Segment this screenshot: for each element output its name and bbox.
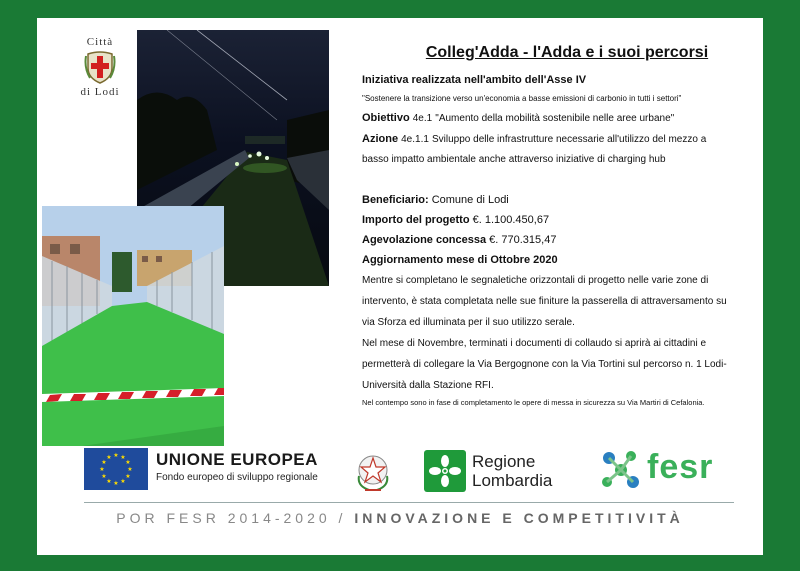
grant-value: €. 770.315,47 xyxy=(489,234,557,246)
fesr-logo xyxy=(597,448,714,497)
svg-text:★: ★ xyxy=(113,452,119,459)
lombardia-rose-icon xyxy=(424,450,466,492)
paragraph-1-line: intervento, è stata completata nelle sue finiture la passerella di attraversamento su xyxy=(362,296,727,307)
paragraph-2-line: Nel mese di Novembre, terminati i documenti di collaudo si aprirà ai cittadini e xyxy=(362,338,707,349)
objective-line xyxy=(362,108,757,129)
svg-text:★: ★ xyxy=(101,459,107,466)
fesr-wordmark: fesr xyxy=(647,448,714,486)
note-text: Nel contempo sono in fase di completamento le opere di messa in sicurezza su Via Martiri di Cefalonia. xyxy=(362,398,705,407)
svg-text:★: ★ xyxy=(120,454,126,461)
footer-theme: INNOVAZIONE E COMPETITIVITÀ xyxy=(354,510,684,526)
objective-code: 4e.1 xyxy=(412,113,433,124)
beneficiary-value: Comune di Lodi xyxy=(431,194,509,206)
svg-text:★: ★ xyxy=(125,473,131,480)
italian-republic-emblem-icon xyxy=(353,450,393,499)
eu-flag-icon xyxy=(84,448,148,490)
svg-text:★: ★ xyxy=(125,459,131,466)
svg-text:★: ★ xyxy=(101,473,107,480)
objective-text: "Aumento della mobilità sostenibile nelle aree urbane" xyxy=(435,113,675,124)
poster-sheet xyxy=(37,18,763,555)
logo-line-1: Città xyxy=(86,36,114,48)
action-label: Azione xyxy=(362,133,399,145)
lodi-coat-of-arms-icon xyxy=(84,50,116,84)
axis-quote: "Sostenere la transizione verso un'economia a basse emissioni di carbonio in tutti i settori" xyxy=(362,94,682,103)
fesr-molecule-icon xyxy=(597,448,645,492)
amount-value: €. 1.100.450,67 xyxy=(472,214,550,226)
paragraph-2-line: permetterà di collegare la Via Bergognone con la Via Tortini sul percorso n. 1 Lodi- xyxy=(362,359,727,370)
svg-text:★: ★ xyxy=(99,466,105,473)
footer-divider xyxy=(84,502,734,503)
paragraph-1-line: Mentre si completano le segnaletiche orizzontali di progetto nelle varie zone di xyxy=(362,275,709,286)
svg-text:★: ★ xyxy=(120,478,126,485)
amount-line xyxy=(362,210,757,230)
city-of-lodi-logo xyxy=(75,36,125,106)
paragraph-1 xyxy=(362,270,757,333)
svg-text:★: ★ xyxy=(127,466,133,473)
page-title: Colleg'Adda - l'Adda e i suoi percorsi xyxy=(425,44,709,61)
eu-subtitle: Fondo europeo di sviluppo regionale xyxy=(156,472,318,483)
logo-line-2: di Lodi xyxy=(80,86,120,98)
svg-text:★: ★ xyxy=(106,478,112,485)
action-text-1: Sviluppo delle infrastrutture necessarie all'utilizzo del mezzo a xyxy=(432,134,707,145)
action-text-2: basso impatto ambientale anche attraverso iniziative di charging hub xyxy=(362,154,666,165)
footer-tagline xyxy=(37,510,763,526)
beneficiary-line xyxy=(362,190,757,210)
footer-program: POR FESR 2014-2020 / xyxy=(116,510,347,526)
grant-label: Agevolazione concessa xyxy=(362,234,487,246)
objective-label: Obiettivo xyxy=(362,112,410,124)
grant-line xyxy=(362,230,757,250)
beneficiary-label: Beneficiario: xyxy=(362,194,429,206)
update-heading: Aggiornamento mese di Ottobre 2020 xyxy=(362,254,558,266)
region-name xyxy=(472,452,552,490)
action-code: 4e.1.1 xyxy=(401,134,429,145)
amount-label: Importo del progetto xyxy=(362,214,470,226)
bridge-day-photo xyxy=(42,206,224,446)
svg-text:★: ★ xyxy=(106,454,112,461)
paragraph-1-line: via Sforza ed illuminata per il suo utilizzo serale. xyxy=(362,317,575,328)
action-line xyxy=(362,129,757,150)
project-info xyxy=(362,44,757,410)
region-line-1: Regione xyxy=(472,452,536,471)
paragraph-2 xyxy=(362,333,757,396)
region-line-2: Lombardia xyxy=(472,471,553,490)
svg-text:★: ★ xyxy=(113,480,119,487)
eu-name: UNIONE EUROPEA xyxy=(156,450,318,469)
initiative-text: Iniziativa realizzata nell'ambito dell'Asse IV xyxy=(362,74,587,86)
paragraph-2-line: Università dalla Stazione RFI. xyxy=(362,380,494,391)
